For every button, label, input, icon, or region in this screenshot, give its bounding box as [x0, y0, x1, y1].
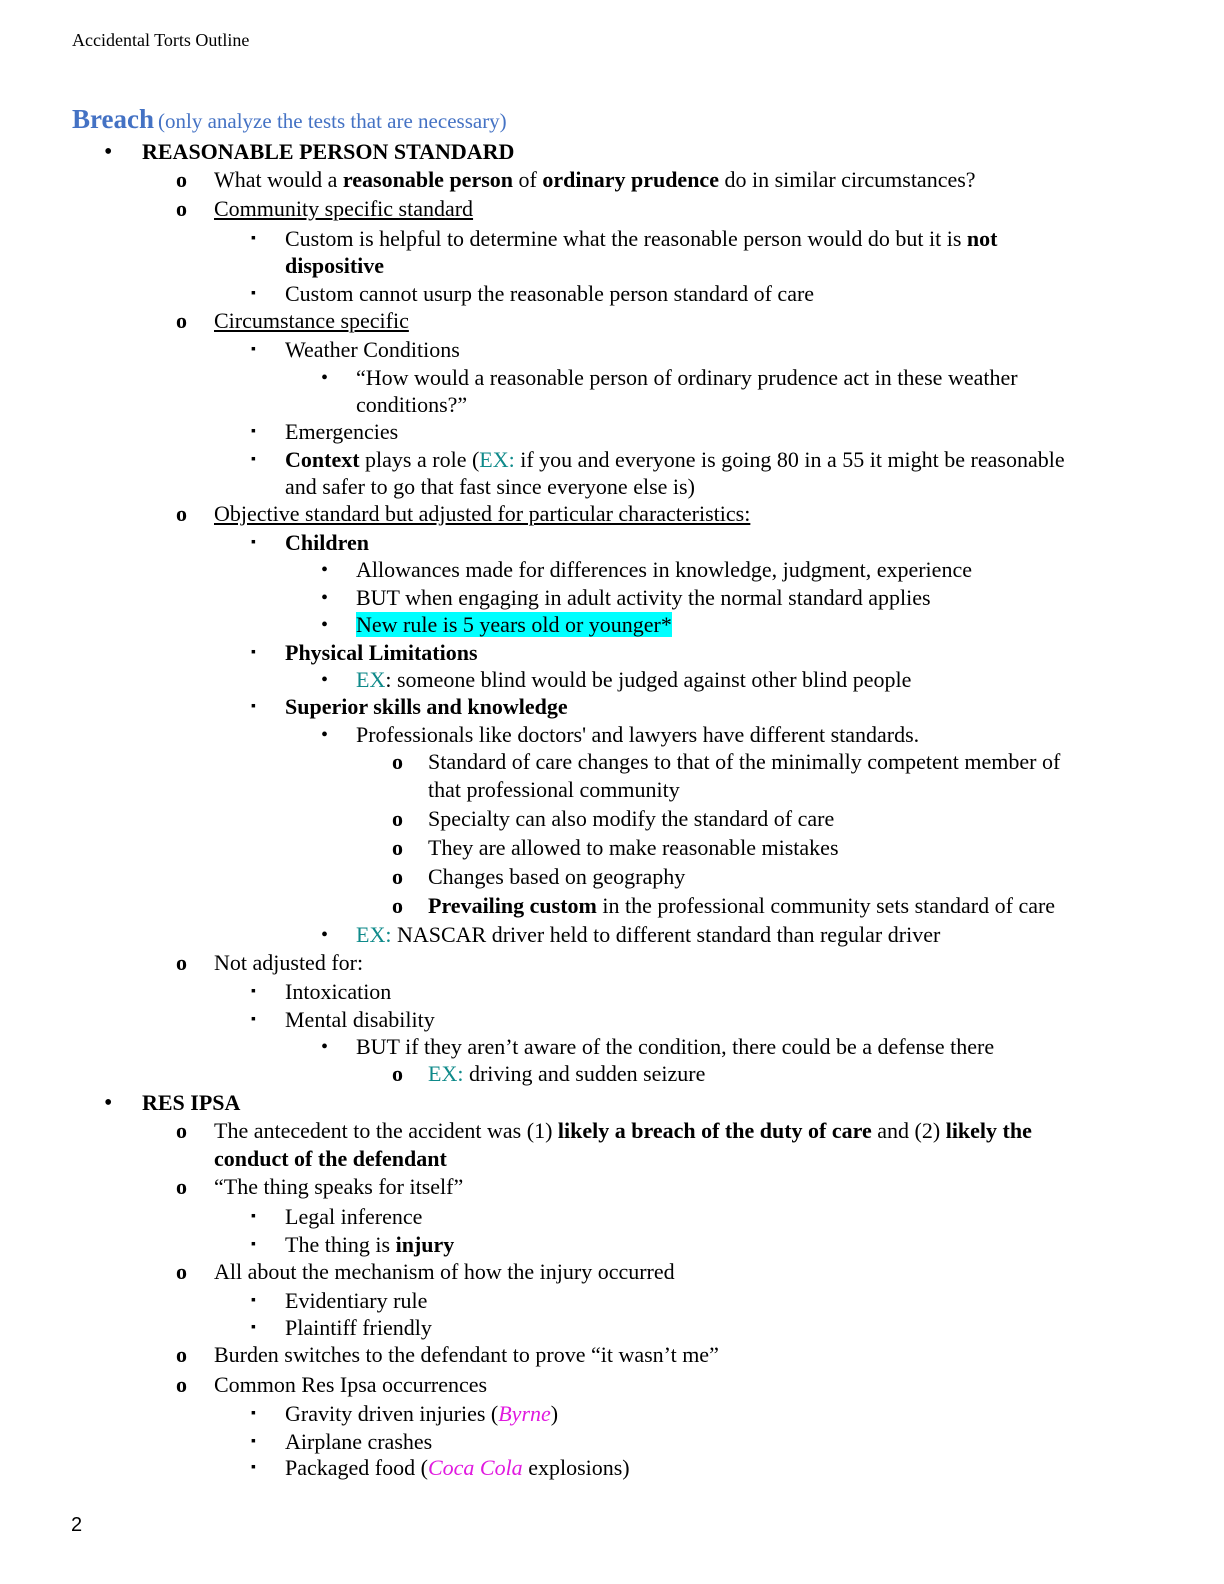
circle-bullet: o	[176, 167, 187, 192]
list-item: Packaged food (Coca Cola explosions)	[285, 1455, 630, 1480]
list-item-continuation: conduct of the defendant	[214, 1146, 447, 1171]
list-item: The antecedent to the accident was (1) likely a breach of the duty of care and (2) likely the	[214, 1118, 1032, 1143]
circle-bullet: o	[176, 1259, 187, 1284]
list-item: Allowances made for differences in knowledge, judgment, experience	[356, 557, 972, 582]
list-item: Custom is helpful to determine what the reasonable person would do but it is not	[285, 226, 998, 251]
case-name: Coca Cola	[427, 1455, 523, 1480]
list-item: Standard of care changes to that of the minimally competent member of	[428, 749, 1061, 774]
disc-bullet: •	[321, 559, 329, 581]
list-item-continuation: and safer to go that fast since everyone else is)	[285, 474, 695, 499]
list-item: BUT when engaging in adult activity the normal standard applies	[356, 585, 931, 610]
square-bullet: ▪	[251, 1434, 256, 1449]
circle-bullet: o	[392, 1061, 403, 1086]
square-bullet: ▪	[251, 231, 256, 246]
list-item: Specialty can also modify the standard of care	[428, 806, 835, 831]
list-item: Physical Limitations	[285, 640, 478, 665]
disc-bullet: •	[321, 724, 329, 746]
list-item: They are allowed to make reasonable mistakes	[428, 835, 839, 860]
disc-bullet: •	[321, 669, 329, 691]
list-item: Evidentiary rule	[285, 1288, 428, 1313]
square-bullet: ▪	[251, 535, 256, 550]
square-bullet: ▪	[251, 1209, 256, 1224]
circle-bullet: o	[392, 864, 403, 889]
list-item: Prevailing custom in the professional community sets standard of care	[428, 893, 1056, 918]
disc-bullet: •	[321, 1036, 329, 1058]
list-item	[356, 612, 672, 638]
res-ipsa-heading: RES IPSA	[142, 1090, 241, 1115]
square-bullet: ▪	[251, 984, 256, 999]
list-item: Context plays a role (EX: if you and everyone is going 80 in a 55 it might be reasonable	[285, 447, 1065, 472]
disc-bullet: •	[321, 587, 329, 609]
list-item-continuation: dispositive	[285, 253, 385, 278]
list-item: Not adjusted for:	[214, 950, 364, 975]
list-item: Children	[285, 530, 369, 555]
list-item: Legal inference	[285, 1204, 423, 1229]
list-item: Custom cannot usurp the reasonable person standard of care	[285, 281, 815, 306]
list-item: BUT if they aren’t aware of the condition, there could be a defense there	[356, 1034, 995, 1059]
section-title: Breach	[72, 104, 154, 134]
circle-bullet: o	[176, 950, 187, 975]
list-item: “The thing speaks for itself”	[214, 1174, 464, 1199]
section-subtitle: (only analyze the tests that are necessary)	[158, 109, 507, 133]
list-item-continuation: that professional community	[428, 777, 680, 802]
list-item: Weather Conditions	[285, 337, 460, 362]
list-item: Burden switches to the defendant to prove “it wasn’t me”	[214, 1342, 719, 1367]
circle-bullet: o	[392, 835, 403, 860]
square-bullet: ▪	[251, 699, 256, 714]
square-bullet: ▪	[251, 1406, 256, 1421]
case-name: Byrne	[498, 1401, 551, 1426]
list-item: Intoxication	[285, 979, 392, 1004]
list-item: Circumstance specific	[214, 308, 409, 333]
page-number: 2	[71, 1514, 83, 1536]
circle-bullet: o	[176, 501, 187, 526]
square-bullet: ▪	[251, 424, 256, 439]
list-item: Changes based on geography	[428, 864, 686, 889]
circle-bullet: o	[176, 1118, 187, 1143]
list-item-continuation: conditions?”	[356, 392, 468, 417]
list-item: The thing is injury	[285, 1232, 455, 1257]
circle-bullet: o	[176, 308, 187, 333]
list-item: Plaintiff friendly	[285, 1315, 432, 1340]
square-bullet: ▪	[251, 645, 256, 660]
disc-bullet: •	[104, 139, 113, 165]
circle-bullet: o	[392, 749, 403, 774]
disc-bullet: •	[321, 924, 329, 946]
square-bullet: ▪	[251, 342, 256, 357]
square-bullet: ▪	[251, 1293, 256, 1308]
square-bullet: ▪	[251, 1320, 256, 1335]
list-item: EX: someone blind would be judged against other blind people	[356, 667, 912, 692]
list-item: Superior skills and knowledge	[285, 694, 568, 719]
disc-bullet: •	[321, 614, 329, 636]
list-item: Objective standard but adjusted for particular characteristics:	[214, 501, 751, 526]
square-bullet: ▪	[251, 1237, 256, 1252]
list-item: EX: driving and sudden seizure	[428, 1061, 706, 1086]
square-bullet: ▪	[251, 286, 256, 301]
list-item: Mental disability	[285, 1007, 435, 1032]
circle-bullet: o	[176, 1372, 187, 1397]
circle-bullet: o	[176, 1342, 187, 1367]
list-item: What would a reasonable person of ordinary prudence do in similar circumstances?	[214, 167, 976, 192]
highlighted-text: New rule is 5 years old or younger*	[356, 612, 672, 637]
list-item: Common Res Ipsa occurrences	[214, 1372, 488, 1397]
list-item: Community specific standard	[214, 196, 474, 221]
page-header: Accidental Torts Outline	[72, 30, 250, 50]
disc-bullet: •	[104, 1090, 113, 1116]
section-heading	[72, 104, 507, 135]
circle-bullet: o	[392, 806, 403, 831]
list-item: EX: NASCAR driver held to different standard than regular driver	[356, 922, 941, 947]
list-item: “How would a reasonable person of ordinary prudence act in these weather	[356, 365, 1018, 390]
list-item: Gravity driven injuries (Byrne)	[285, 1401, 559, 1426]
rps-heading: REASONABLE PERSON STANDARD	[142, 139, 515, 164]
circle-bullet: o	[392, 893, 403, 918]
square-bullet: ▪	[251, 452, 256, 467]
square-bullet: ▪	[251, 1012, 256, 1027]
disc-bullet: •	[321, 367, 329, 389]
list-item: Emergencies	[285, 419, 399, 444]
list-item: Airplane crashes	[285, 1429, 433, 1454]
circle-bullet: o	[176, 1174, 187, 1199]
circle-bullet: o	[176, 196, 187, 221]
list-item: Professionals like doctors' and lawyers have different standards.	[356, 722, 920, 747]
list-item: All about the mechanism of how the injury occurred	[214, 1259, 675, 1284]
square-bullet: ▪	[251, 1460, 256, 1475]
